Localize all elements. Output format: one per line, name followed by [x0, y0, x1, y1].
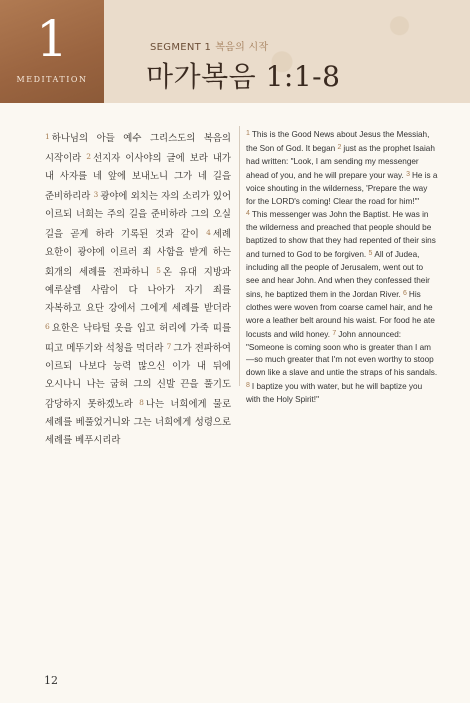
segment-subtitle: 복음의 시작 — [215, 42, 269, 53]
english-verse — [246, 382, 422, 404]
korean-text-column — [45, 128, 231, 450]
segment-label: SEGMENT 1 — [150, 42, 212, 53]
page-title: 마가복음 1:1-8 — [146, 60, 341, 93]
verse-text: John announced: "Someone is coming soon who is greater than I am—so much greater that I'm not even worthy to stoop down like a slave and untie the straps of his sandals. — [246, 329, 438, 378]
verse-text: 선지자 이사야의 글에 보라 내가 내 사자를 네 앞에 보내노니 그가 네 길을 준비하리라 — [45, 153, 231, 202]
verse-text: 온 유대 지방과 예루살렘 사람이 다 나아가 자기 죄를 자복하고 요단 강에서 그에게 세례를 받더라 — [45, 267, 231, 314]
verse-text: just as the prophet Isaiah had written: "Look, I am sending my messenger ahead of you, and he will prepare your way. — [246, 143, 435, 180]
verse-text: 요한은 낙타털 옷을 입고 허리에 가죽 띠를 띠고 메뚜기와 석청을 먹더라 — [45, 323, 231, 354]
verse-text: His clothes were woven from coarse camel hair, and he wore a leather belt around his waist. For food he ate locusts and wild honey. — [246, 289, 435, 339]
verse-number: 7 — [166, 342, 172, 351]
header-band — [0, 0, 470, 103]
verse-text: This is the Good News about Jesus the Messiah, the Son of God. It began — [246, 130, 430, 153]
verse-number: 8 — [246, 382, 250, 390]
verse-number: 5 — [368, 250, 373, 258]
verse-number: 2 — [86, 152, 92, 161]
verse-number: 1 — [45, 132, 50, 141]
verse-number: 5 — [156, 266, 161, 275]
badge-number: 1 — [36, 10, 68, 68]
verse-text: 그가 전파하여 이르되 나보다 능력 많으신 이가 내 뒤에 오시나니 나는 굽혀 그의 신발 끈을 풀기도 감당하지 못하겠노라 — [45, 343, 231, 410]
verse-text: I baptize you with water, but he will baptize you with the Holy Spirit!" — [246, 382, 423, 405]
column-divider — [239, 126, 240, 386]
verse-number: 7 — [332, 329, 337, 337]
english-text-column — [246, 128, 438, 407]
verse-text: 나는 너희에게 물로 세례를 베풀었거니와 그는 너희에게 성령으로 세례를 베푸시리라 — [45, 399, 231, 446]
verse-text: All of Judea, including all the people of Jerusalem, went out to see and hear John. And when they confessed their sins, he baptized them in the Jordan River. — [246, 250, 430, 299]
verse-number: 2 — [337, 143, 342, 151]
verse-text: This messenger was John the Baptist. He was in the wilderness and preached that people should be baptized to show that they had repented of their sins and turned to God to be forgiven. — [246, 210, 436, 260]
verse-number: 4 — [206, 228, 211, 237]
page-number: 12 — [44, 674, 58, 687]
verse-text: 하나님의 아들 예수 그리스도의 복음의 시작이라 — [45, 133, 231, 164]
verse-number: 6 — [45, 322, 50, 331]
verse-number: 3 — [93, 190, 99, 199]
verse-text: 광야에 외치는 자의 소리가 있어 이르되 너희는 주의 길을 준비하라 그의 오실 길을 곧게 하라 기록된 것과 같이 — [45, 191, 232, 240]
badge-label: MEDITATION — [16, 75, 88, 84]
segment-line — [150, 38, 268, 53]
verse-number: 1 — [246, 130, 250, 137]
meditation-badge — [0, 0, 104, 103]
verse-text: He is a voice shouting in the wilderness, 'Prepare the way for the LORD's coming! Clear the road for him!'" — [246, 170, 438, 206]
verse-number: 8 — [139, 398, 144, 407]
verse-number: 3 — [406, 170, 410, 178]
verse-number: 4 — [246, 210, 250, 218]
verse-text: 세례 요한이 광야에 이르러 죄 사함을 받게 하는 회개의 세례를 전파하니 — [45, 229, 231, 278]
verse-number: 6 — [403, 289, 407, 297]
